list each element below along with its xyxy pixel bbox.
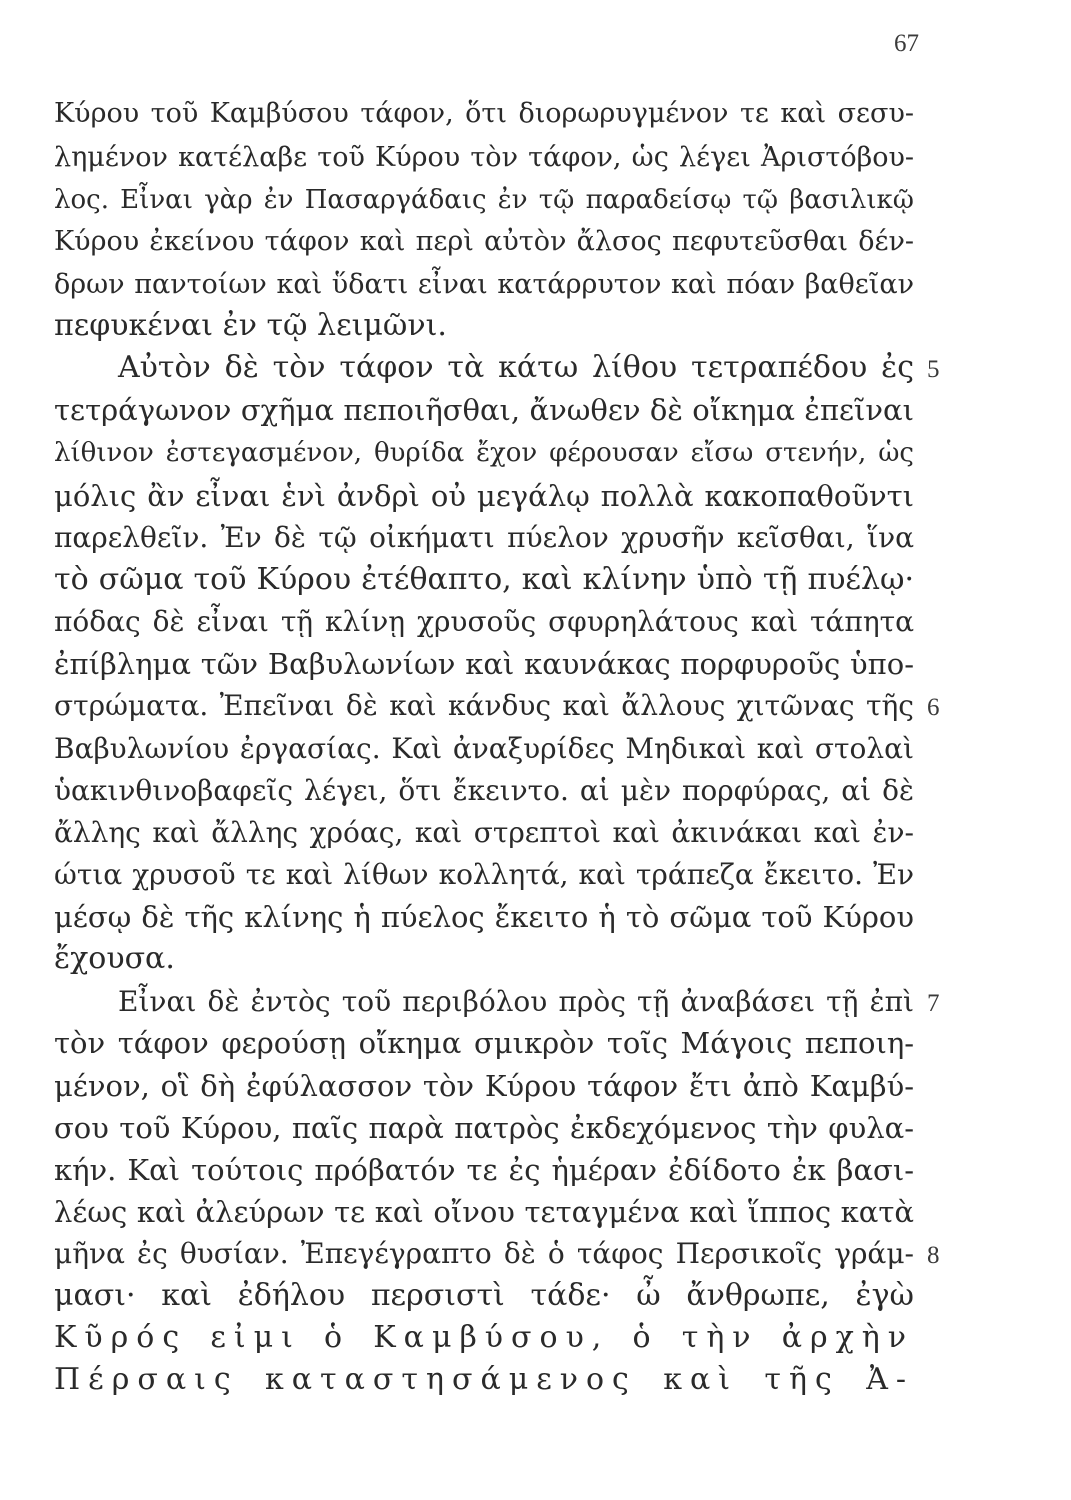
text-line: Κύρου τοῦ Καμβύσου τάφον, ὅτι διορωρυγμένον τε καὶ σεσυ- [54,98,914,129]
text-line: στρώματα. Ἐπεῖναι δὲ καὶ κάνδυς καὶ ἄλλους χιτῶνας τῆς [54,689,914,722]
text-line: λημένον κατέλαβε τοῦ Κύρου τὸν τάφον, ὡς λέγει Ἀριστόβου- [54,142,914,173]
text-line: παρελθεῖν. Ἐν δὲ τῷ οἰκήματι πύελον χρυσῆν κεῖσθαι, ἵνα [54,521,914,554]
paragraph-start-line: Αὐτὸν δὲ τὸν τάφον τὰ κάτω λίθου τετραπέδου ἐς [118,350,914,385]
text-line: ώτια χρυσοῦ τε καὶ λίθων κολλητά, καὶ τράπεζα ἔκειτο. Ἐν [54,858,914,891]
text-line: δρων παντοίων καὶ ὕδατι εἶναι κατάρρυτον καὶ πόαν βαθεῖαν [54,269,914,300]
paragraph-start-line: Εἶναι δὲ ἐντὸς τοῦ περιβόλου πρὸς τῇ ἀναβάσει τῇ ἐπὶ [118,985,914,1018]
text-line: λος. Εἶναι γὰρ ἐν Πασαργάδαις ἐν τῷ παραδείσῳ τῷ βασιλικῷ [54,185,914,215]
text-line: πόδας δὲ εἶναι τῇ κλίνῃ χρυσοῦς σφυρηλάτους καὶ τάπητα [54,605,914,638]
text-line: τὸ σῶμα τοῦ Κύρου ἐτέθαπτο, καὶ κλίνην ὑπὸ τῇ πυέλῳ· [54,562,914,597]
page-number: 67 [894,30,919,57]
text-line: μένον, οἳ δὴ ἐφύλασσον τὸν Κύρου τάφον ἔτι ἀπὸ Καμβύ- [54,1069,914,1103]
text-line: τὸν τάφον φερούσῃ οἴκημα σμικρὸν τοῖς Μάγοις πεποιη- [54,1026,914,1060]
text-line: μασι· καὶ ἐδήλου περσιστὶ τάδε· ὦ ἄνθρωπε, ἐγὼ [54,1278,914,1313]
section-number: 8 [927,1242,940,1269]
text-line: ἄλλης καὶ ἄλλης χρόας, καὶ στρεπτοὶ καὶ ἀκινάκαι καὶ ἐν- [54,816,914,849]
section-number: 5 [927,356,940,383]
text-line: μόλις ἂν εἶναι ἑνὶ ἀνδρὶ οὐ μεγάλῳ πολλὰ κακοπαθοῦντι [54,479,914,513]
text-line: Κῦρός εἰμι ὁ Καμβύσου, ὁ τὴν ἀρχὴν [54,1320,914,1355]
text-line: λέως καὶ ἀλεύρων τε καὶ οἴνου τεταγμένα καὶ ἵππος κατὰ [54,1195,914,1229]
section-number: 6 [927,694,940,721]
text-line: λίθινον ἐστεγασμένον, θυρίδα ἔχον φέρουσαν εἴσω στενήν, ὡς [54,438,914,468]
text-line: ἔχουσα. [54,941,175,976]
text-line: Κύρου ἐκείνου τάφον καὶ περὶ αὐτὸν ἄλσος πεφυτεῦσθαι δέν- [54,226,914,257]
text-line: σου τοῦ Κύρου, παῖς παρὰ πατρὸς ἐκδεχόμενος τὴν φυλα- [54,1111,914,1145]
text-line: ἐπίβλημα τῶν Βαβυλωνίων καὶ καυνάκας πορφυροῦς ὑπο- [54,647,914,681]
text-line: μέσῳ δὲ τῆς κλίνης ἡ πύελος ἔκειτο ἡ τὸ σῶμα τοῦ Κύρου [54,900,914,934]
text-line: κήν. Καὶ τούτοις πρόβατόν τε ἐς ἡμέραν ἐδίδοτο ἐκ βασι- [54,1153,914,1187]
text-line: Πέρσαις καταστησάμενος καὶ τῆς Ἀ- [54,1362,914,1397]
section-number: 7 [927,990,940,1017]
text-line: τετράγωνον σχῆμα πεποιῆσθαι, ἄνωθεν δὲ οἴκημα ἐπεῖναι [54,393,914,427]
text-line: πεφυκέναι ἐν τῷ λειμῶνι. [54,308,447,343]
text-line: Βαβυλωνίου ἐργασίας. Καὶ ἀναξυρίδες Μηδικαὶ καὶ στολαὶ [54,732,914,765]
text-line: μῆνα ἐς θυσίαν. Ἐπεγέγραπτο δὲ ὁ τάφος Περσικοῖς γράμ- [54,1237,914,1270]
text-line: ὑακινθινοβαφεῖς λέγει, ὅτι ἔκειντο. αἱ μὲν πορφύρας, αἱ δὲ [54,774,914,807]
